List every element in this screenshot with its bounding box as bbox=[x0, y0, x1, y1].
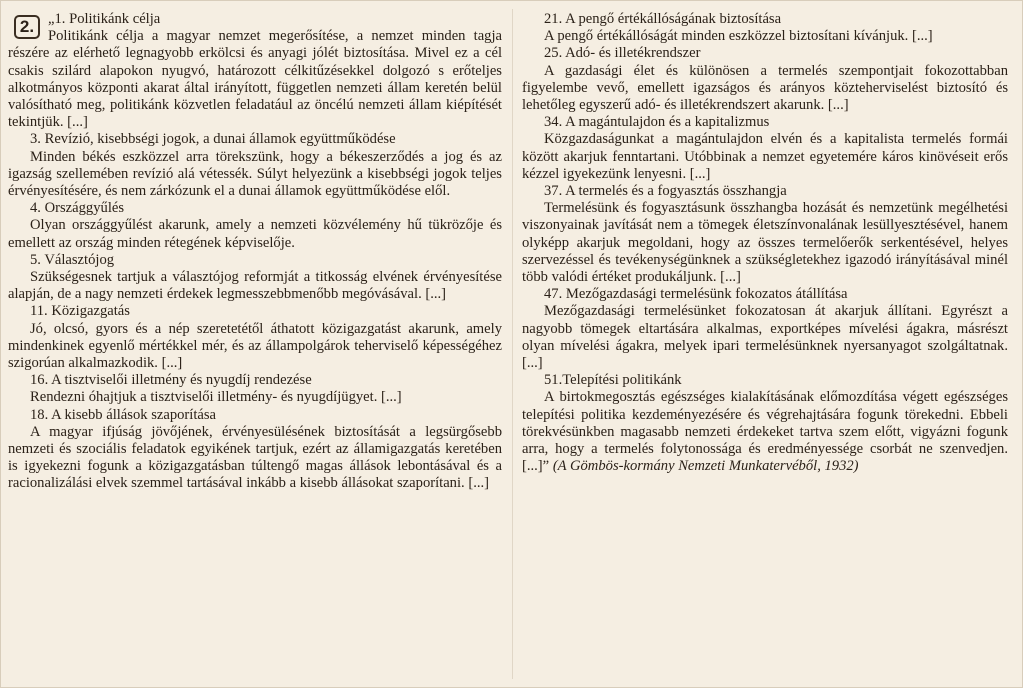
section-heading: 3. Revízió, kisebbségi jogok, a dunai államok együttműködése bbox=[30, 131, 396, 148]
section-body: A pengő értékállóságát minden eszközzel biztosítani kívánjuk. [...] bbox=[544, 28, 933, 45]
section-heading: 5. Választójog bbox=[30, 251, 115, 268]
right-column bbox=[522, 11, 1008, 679]
section-body: A magyar ifjúság jövőjének, érvényesülésének biztosítását a legsürgősebb nemzeti és szociális feladatok egyikének tartjuk, ezért az államigazgatás keretében is igyekezni fogunk a közigazgatásban túltengő magas állások lebontásával és a racionalizálási elvek szemmel tartásával inkább a kisebb állásokat szaporítani. [...] bbox=[8, 423, 502, 492]
section-body: Szükségesnek tartjuk a választójog reformját a titkosság elvének érvényesítése alapján, de a nagy nemzeti érdekek legmesszebbmenőbb megóvásával. [...] bbox=[8, 269, 502, 303]
section-heading: 34. A magántulajdon és a kapitalizmus bbox=[544, 114, 770, 131]
section-5 bbox=[8, 252, 502, 304]
section-18 bbox=[8, 407, 502, 493]
section-body: Rendezni óhajtjuk a tisztviselői illetmény- és nyugdíjügyet. [...] bbox=[30, 389, 402, 406]
section-21 bbox=[522, 11, 1008, 45]
section-16 bbox=[8, 372, 502, 406]
source-number-badge: 2. bbox=[14, 15, 40, 39]
section-4 bbox=[8, 200, 502, 252]
section-heading: 4. Országgyűlés bbox=[30, 200, 125, 217]
column-divider bbox=[512, 9, 513, 679]
section-body: Mezőgazdasági termelésünket fokozatosan át akarjuk állítani. Egyrészt a nagyobb tömegek eltartására alkalmas, exportképes mívelési ágakra, másrészt olyan mívelési ágakra, melyek ipari termelésünknek nyersanyagot szolgáltatnak. [...] bbox=[522, 303, 1008, 372]
section-11 bbox=[8, 303, 502, 372]
section-heading: 18. A kisebb állások szaporítása bbox=[30, 406, 217, 423]
section-25 bbox=[522, 45, 1008, 114]
section-1 bbox=[8, 11, 502, 131]
source-citation: (A Gömbös-kormány Nemzeti Munkatervéből, 1932) bbox=[552, 458, 859, 475]
section-body: A gazdasági élet és különösen a termelés szempontjait fokozottabban figyelembe vevő, emellett igazságos és arányos közteherviselést biztosító és lehetőleg egyszerű adó- és illetékrendszert akarunk. [...] bbox=[522, 62, 1008, 114]
section-heading: 47. Mezőgazdasági termelésünk fokozatos átállítása bbox=[544, 286, 848, 303]
section-heading: 11. Közigazgatás bbox=[30, 303, 130, 320]
section-heading: „1. Politikánk célja bbox=[48, 11, 161, 27]
section-47 bbox=[522, 286, 1008, 372]
section-body-text: A birtokmegosztás egészséges kialakításának előmozdítása végett egészséges telepítési politika kezdeményezésére és végrehajtására fogunk törekedni. Ebbeli törekvésünkben magasabb nemzeti érdekeket tartva szem előtt, vigyázni fogunk arra, hogy a termelés folytonossága és eredményessége csorbát ne szenvedjen. [...]” bbox=[522, 389, 1008, 475]
section-body bbox=[522, 389, 1008, 475]
section-34 bbox=[522, 114, 1008, 183]
section-body: Jó, olcsó, gyors és a nép szeretetétől áthatott közigazgatást akarunk, amely mindenkinek egyenlő mértékkel mér, és az állampolgárok teherviselő képességéhez szigorúan alkalmazkodik. [...] bbox=[8, 320, 502, 372]
left-column bbox=[8, 11, 502, 679]
section-51 bbox=[522, 372, 1008, 475]
section-heading: 37. A termelés és a fogyasztás összhangja bbox=[544, 183, 787, 200]
section-body: Olyan országgyűlést akarunk, amely a nemzeti közvélemény hű tükrözője és emellett az ország minden rétegének képviselője. bbox=[8, 217, 502, 251]
section-body: Termelésünk és fogyasztásunk összhangba hozását és nemzetünk megélhetési viszonyainak javítását nem a tömegek életszínvonalának lesüllyesztésével, hanem olyképp akarjuk megoldani, hogy az összes termelőerők serkentésével, helyes szervezéssel és tevékenységünknek a szükségletekhez igazodó irányításával minél több valódi értéket produkáljunk. [...] bbox=[522, 200, 1008, 286]
section-body: Minden békés eszközzel arra törekszünk, hogy a békeszerződés a jog és az igazság szellemében revízió alá vétessék. Súlyt helyezünk a kisebbségi jogok teljes érvényesítésére, és nem zárkózunk el a dunai államok együttműködése elől. bbox=[8, 148, 502, 200]
section-body: Politikánk célja a magyar nemzet megerősítése, a nemzet minden tagja részére az elérhető legnagyobb erkölcsi és anyagi jólét biztosítása. Mivel ez a cél csakis szilárd alapokon nyugvó, határozott célkitűzésekkel dolgozó s erőteljes alkotmányos központi akarat által irányított, független nemzeti állam keretén belül valósítható meg, politikánk közvetlen feladatául az öncélú nemzeti állam kiépítését tekintjük. [...] bbox=[8, 28, 502, 131]
section-3 bbox=[8, 131, 502, 200]
section-heading: 21. A pengő értékállóságának biztosítása bbox=[544, 11, 782, 27]
section-heading: 51.Telepítési politikánk bbox=[544, 372, 682, 389]
section-heading: 25. Adó- és illetékrendszer bbox=[544, 45, 701, 62]
section-body: Közgazdaságunkat a magántulajdon elvén és a kapitalista termelés formái között akarjuk fenntartani. Utóbbinak a nemzet egyetemére káros kinövéseit erős kézzel igyekezünk lenyesni. [...] bbox=[522, 131, 1008, 182]
section-37 bbox=[522, 183, 1008, 286]
section-heading: 16. A tisztviselői illetmény és nyugdíj rendezése bbox=[30, 372, 312, 389]
